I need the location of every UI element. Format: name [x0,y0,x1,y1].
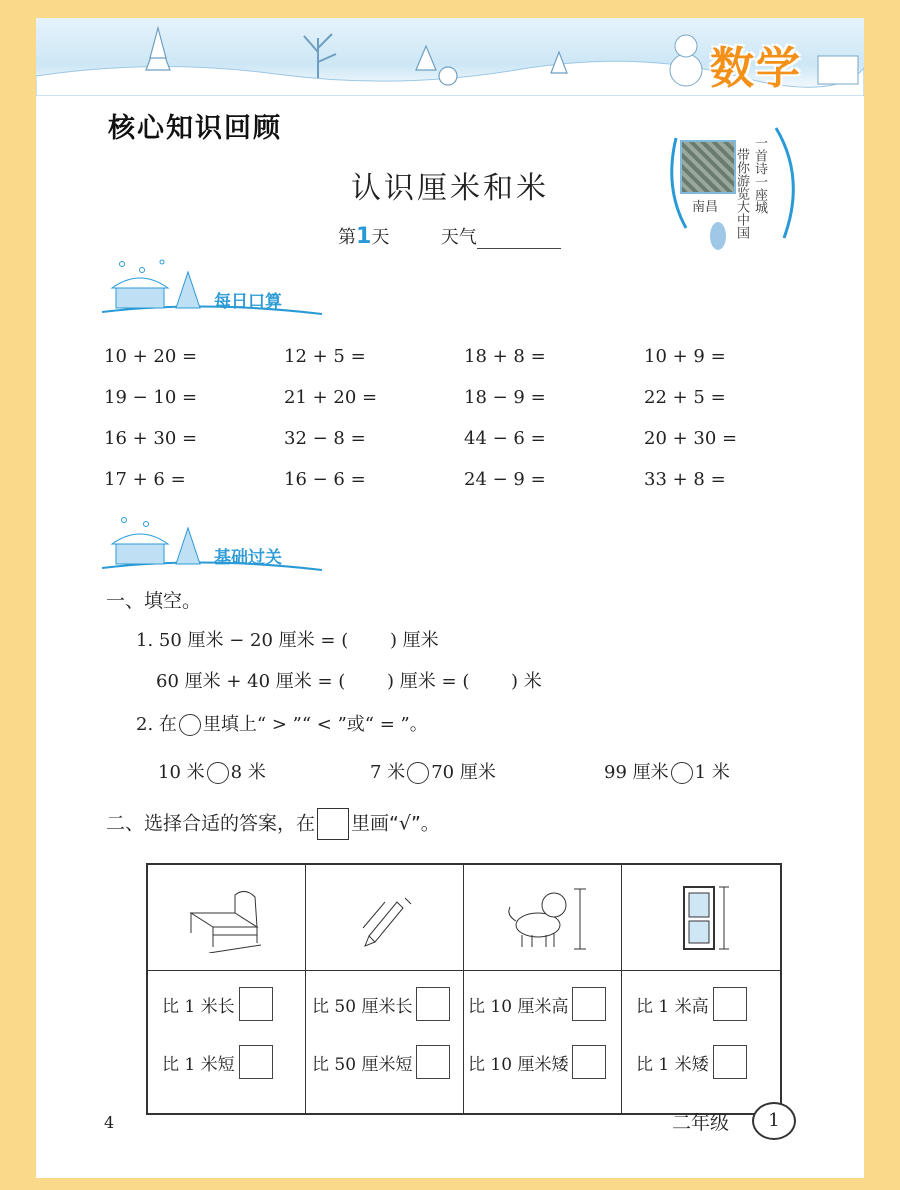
answer-box[interactable] [713,1045,747,1079]
compare-left: 7 米 [370,762,406,783]
question-1a: 1. 50 厘米 − 20 厘米 = ( ) 厘米 [136,630,439,651]
question-2 [136,710,428,736]
door-icon [666,883,736,953]
compare-right: 70 厘米 [431,762,496,783]
winter-banner [36,18,864,96]
qr-city-label: 南昌 [692,200,719,215]
compare-circle[interactable] [671,762,693,784]
calc-problem: 12 + 5 = [284,346,366,367]
compare-left: 99 厘米 [604,762,669,783]
bed-options [148,971,306,1113]
option-label: 比 50 厘米长 [312,996,413,1017]
calc-problem: 18 + 8 = [464,346,546,367]
option-label: 比 1 米短 [162,1054,235,1075]
compare-item-2 [370,758,496,784]
compare-left: 10 米 [158,762,205,783]
calc-row [104,336,824,377]
day-suffix: 天 [371,227,390,248]
daily-calc-grid [104,336,824,500]
option-label: 比 10 厘米矮 [468,1054,569,1075]
option-row [162,1045,273,1079]
calc-row [104,377,824,418]
option-row [312,987,450,1021]
door-options [622,971,780,1113]
part2-heading-end: 里画“√”。 [351,812,440,835]
pen-image-cell [306,865,464,971]
dog-icon [488,883,598,953]
calc-problem: 18 − 9 = [464,387,546,408]
pen-icon [355,888,415,948]
option-label: 比 1 米矮 [636,1054,709,1075]
option-label: 比 1 米长 [162,996,235,1017]
answer-box[interactable] [713,987,747,1021]
day-number: 1 [356,224,372,249]
calc-row [104,459,824,500]
part2-heading [106,808,440,840]
bed-image-cell [148,865,306,971]
calc-problem: 24 − 9 = [464,469,546,490]
day-prefix: 第 [338,227,356,248]
calc-problem: 16 + 30 = [104,428,198,449]
snow-house-icon [102,512,322,574]
option-row [636,987,747,1021]
calc-problem: 20 + 30 = [644,428,738,449]
question-1b: 60 厘米 + 40 厘米 = ( ) 厘米 = ( ) 米 [156,671,542,692]
checkbox-icon [317,808,349,840]
option-row [162,987,273,1021]
answer-box[interactable] [416,1045,450,1079]
answer-box[interactable] [416,987,450,1021]
lesson-title: 认识厘米和米 [351,171,549,206]
basics-banner [102,512,322,574]
answer-box[interactable] [572,1045,606,1079]
question-2-end: 里填上“ > ”“ < ”或“ = ”。 [202,714,428,735]
pen-options [306,971,464,1113]
calc-problem: 22 + 5 = [644,387,726,408]
door-image-cell [622,865,780,971]
dog-options [464,971,622,1113]
snow-house-icon [102,256,322,318]
option-row [468,1045,606,1079]
calc-problem: 19 − 10 = [104,387,198,408]
option-row [312,1045,450,1079]
calc-problem: 16 − 6 = [284,469,366,490]
option-row [636,1045,747,1079]
option-label: 比 1 米高 [636,996,709,1017]
answer-box[interactable] [239,987,273,1021]
volume-badge: 1 [752,1102,796,1140]
qr-poem-line2: 带你游览大中国 [734,148,749,239]
bed-icon [179,883,275,953]
calc-problem: 21 + 20 = [284,387,378,408]
grade-label: 二年级 [672,1112,730,1134]
calc-row [104,418,824,459]
weather-blank[interactable] [477,230,561,249]
option-label: 比 10 厘米高 [468,996,569,1017]
answer-box[interactable] [572,987,606,1021]
page-number: 4 [104,1113,115,1132]
daily-calc-banner [102,256,322,318]
compare-circle[interactable] [207,762,229,784]
compare-item-1 [158,758,266,784]
question-2-start: 2. 在 [136,714,177,735]
qr-poem-line1: 一首诗一座城 [752,136,767,214]
calc-problem: 32 − 8 = [284,428,366,449]
basics-label: 基础过关 [214,548,282,568]
dog-image-cell [464,865,622,971]
compare-right: 1 米 [694,762,730,783]
answer-box[interactable] [239,1045,273,1079]
compare-right: 8 米 [230,762,266,783]
weather-label: 天气 [440,227,477,248]
choice-table [146,863,782,1115]
calc-problem: 10 + 9 = [644,346,726,367]
part2-heading-start: 二、选择合适的答案，在 [106,812,316,835]
calc-problem: 44 − 6 = [464,428,546,449]
compare-item-3 [604,758,730,784]
option-label: 比 50 厘米短 [312,1054,413,1075]
compare-circle[interactable] [407,762,429,784]
daily-calc-label: 每日口算 [214,292,282,312]
day-weather-line [338,223,561,249]
calc-problem: 17 + 6 = [104,469,186,490]
calc-problem: 33 + 8 = [644,469,726,490]
option-row [468,987,606,1021]
section-heading: 核心知识回顾 [108,113,282,144]
worksheet-page [36,18,864,1178]
calc-problem: 10 + 20 = [104,346,198,367]
subject-title: 数学 [710,43,802,94]
part1-heading: 一、填空。 [106,590,202,612]
compare-circle-icon [179,714,201,736]
